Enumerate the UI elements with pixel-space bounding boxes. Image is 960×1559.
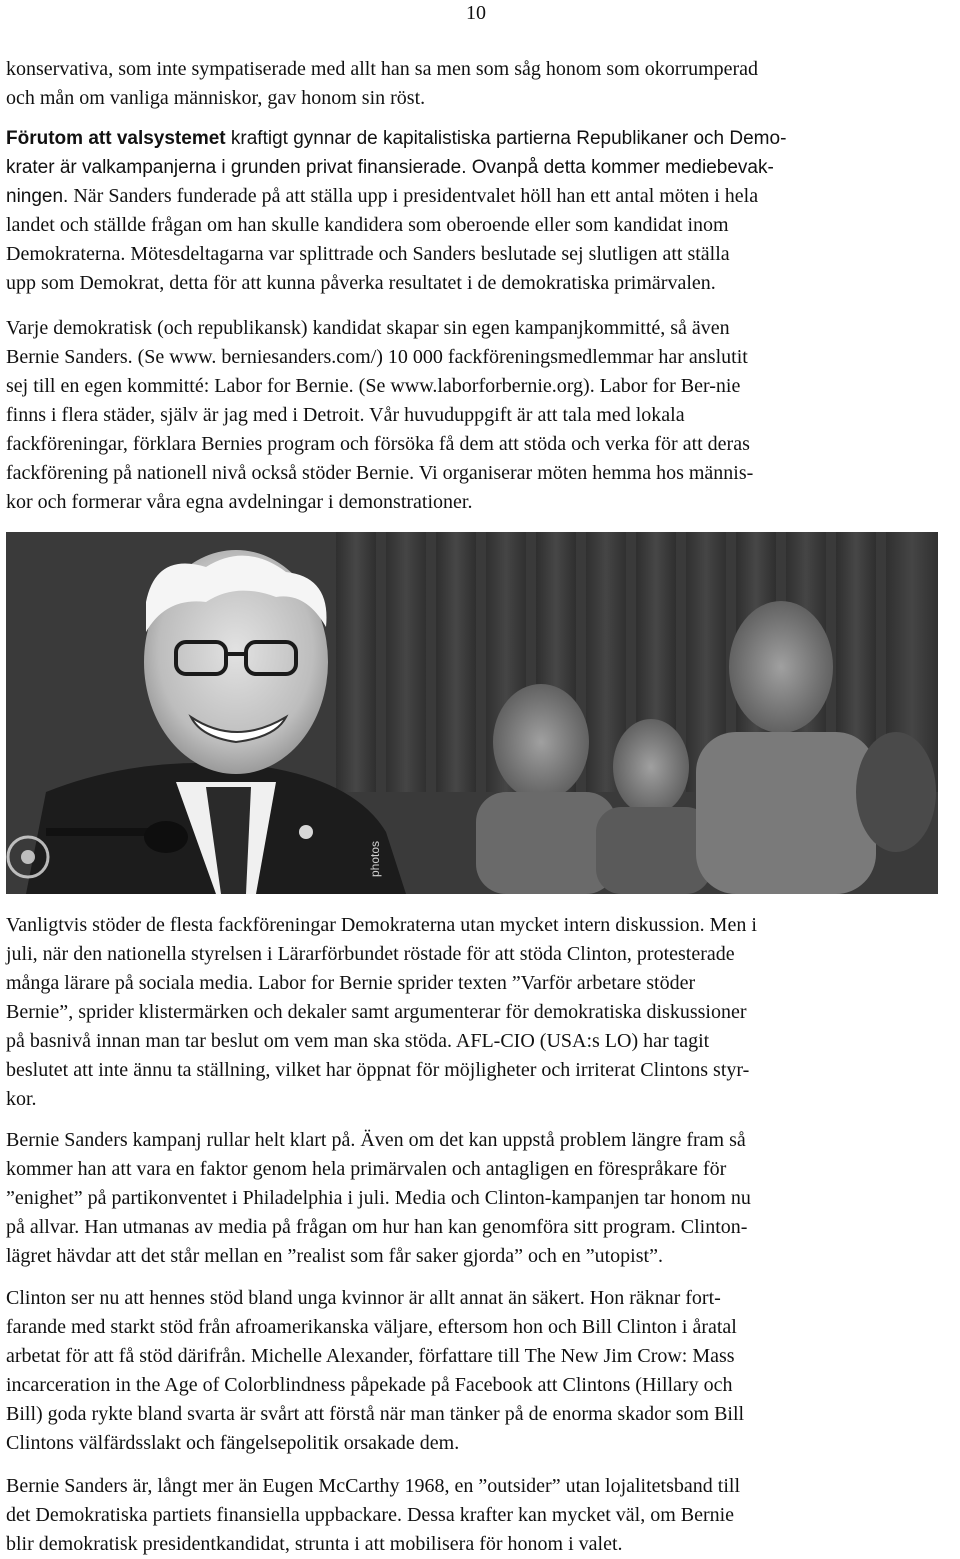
text-line — [6, 1056, 950, 1085]
bernie-sanders-photo — [6, 532, 938, 894]
text-line — [6, 269, 950, 298]
text-run: fackförening på nationell nivå också stöder Bernie. Vi organiserar möten hemma hos männis- — [6, 462, 754, 484]
text-line — [6, 153, 950, 182]
text-line — [6, 459, 950, 488]
text-run: Clintons välfärdsslakt och fängelsepolitik orsakade dem. — [6, 1432, 460, 1454]
text-run: ningen. — [6, 186, 69, 207]
text-line — [6, 430, 950, 459]
text-line — [6, 314, 950, 343]
text-line — [6, 401, 950, 430]
text-run: det Demokratiska partiets finansiella uppbackare. Dessa krafter kan mycket väl, om Bernie — [6, 1504, 735, 1526]
text-run: incarceration in the Age of Colorblindness påpekade på Facebook att Clintons (Hillary och — [6, 1374, 733, 1396]
text-run: Varje demokratisk (och republikansk) kandidat skapar sin egen kampanjkommitté, så även — [6, 317, 730, 339]
text-line — [6, 1501, 950, 1530]
text-line — [6, 1400, 950, 1429]
text-run: Bernie Sanders kampanj rullar helt klart på. Även om det kan uppstå problem längre fram så — [6, 1129, 746, 1151]
text-line — [6, 55, 950, 84]
text-line — [6, 1530, 950, 1559]
text-line — [6, 1027, 950, 1056]
text-run: upp som Demokrat, detta för att kunna påverka resultatet i de demokratiska primärvalen. — [6, 272, 716, 294]
text-run: Vanligtvis stöder de flesta fackföreningar Demokraterna utan mycket intern diskussion. Men i — [6, 914, 757, 936]
text-run: Bill) goda rykte bland svarta är svårt att förstå när man tänker på de enorma skador som Bill — [6, 1403, 745, 1425]
text-line — [6, 1184, 950, 1213]
text-run: konservativa, som inte sympatiserade med allt han sa men som såg honom som okorrumperad — [6, 58, 759, 80]
text-line — [6, 343, 950, 372]
text-run: När Sanders funderade på att ställa upp i presidentvalet höll han ett antal möten i hela — [68, 185, 759, 207]
paragraph-5 — [6, 1126, 950, 1271]
text-run: kor och formerar våra egna avdelningar i demonstrationer. — [6, 491, 473, 513]
text-line — [6, 911, 950, 940]
text-line — [6, 998, 950, 1027]
text-run: och mån om vanliga människor, gav honom sin röst. — [6, 87, 426, 109]
text-run: finns i flera städer, själv är jag med i Detroit. Vår huvuduppgift är att tala med lokala — [6, 404, 685, 426]
text-run: kraftigt gynnar de kapitalistiska partierna Republikaner och Demo- — [225, 128, 787, 149]
text-run: Demokraterna. Mötesdeltagarna var splittrade och Sanders beslutade sej slutligen att ställa — [6, 243, 730, 265]
photo-illustration — [6, 532, 938, 894]
text-run: beslutet att inte ännu ta ställning, vilket har öppnat för möjligheter och irriterat Clintons styr- — [6, 1059, 750, 1081]
text-run: blir demokratisk presidentkandidat, strunta i att mobilisera för honom i valet. — [6, 1533, 623, 1555]
text-line — [6, 940, 950, 969]
paragraph-7 — [6, 1472, 950, 1559]
text-run: fackföreningar, förklara Bernies program och försöka få dem att stöda och verka för att deras — [6, 433, 750, 455]
text-line — [6, 1085, 950, 1114]
text-run: Bernie”, sprider klistermärken och dekaler samt argumenterar för demokratiska diskussioner — [6, 1001, 747, 1023]
paragraph-2 — [6, 124, 950, 298]
text-line — [6, 1371, 950, 1400]
text-line — [6, 1242, 950, 1271]
text-line — [6, 84, 950, 113]
text-run: krater är valkampanjerna i grunden privat finansierade. Ovanpå detta kommer mediebevak- — [6, 157, 774, 178]
text-line — [6, 1284, 950, 1313]
text-line — [6, 240, 950, 269]
text-line — [6, 1155, 950, 1184]
text-run: Bernie Sanders är, långt mer än Eugen McCarthy 1968, en ”outsider” utan lojalitetsband till — [6, 1475, 740, 1497]
text-line — [6, 1429, 950, 1458]
paragraph-4 — [6, 911, 950, 1114]
text-run: lägret hävdar att det står mellan en ”realist som får saker gjorda” och en ”utopist”. — [6, 1245, 663, 1267]
text-line — [6, 1126, 950, 1155]
paragraph-1 — [6, 55, 950, 113]
text-line — [6, 1342, 950, 1371]
text-line — [6, 211, 950, 240]
text-line — [6, 1313, 950, 1342]
text-line — [6, 1472, 950, 1501]
photo-watermark: photos — [368, 840, 382, 877]
text-run: landet och ställde frågan om han skulle kandidera som oberoende eller som kandidat inom — [6, 214, 729, 236]
text-run: farande med starkt stöd från afroamerikanska väljare, eftersom hon och Bill Clinton i åratal — [6, 1316, 737, 1338]
text-run: kor. — [6, 1088, 37, 1110]
text-run: många lärare på sociala media. Labor for Bernie sprider texten ”Varför arbetare stöder — [6, 972, 696, 994]
text-line — [6, 182, 950, 211]
text-line — [6, 969, 950, 998]
text-run: Bernie Sanders. (Se www. berniesanders.com/) 10 000 fackföreningsmedlemmar har anslutit — [6, 346, 748, 368]
text-run: arbetat för att få stöd därifrån. Michelle Alexander, författare till The New Jim Crow: Mass — [6, 1345, 735, 1367]
paragraph-3 — [6, 314, 950, 517]
text-run: Clinton ser nu att hennes stöd bland unga kvinnor är allt annat än säkert. Hon räknar fort- — [6, 1287, 721, 1309]
text-run: ”enighet” på partikonventet i Philadelphia i juli. Media och Clinton-kampanjen tar honom nu — [6, 1187, 751, 1209]
text-run: på basnivå innan man tar beslut om vem man ska stöda. AFL-CIO (USA:s LO) har tagit — [6, 1030, 710, 1052]
text-run: Förutom att valsystemet — [6, 128, 226, 149]
text-run: på allvar. Han utmanas av media på frågan om hur han kan genomföra sitt program. Clinton- — [6, 1216, 748, 1238]
paragraph-6 — [6, 1284, 950, 1458]
text-line — [6, 372, 950, 401]
text-line — [6, 488, 950, 517]
text-line — [6, 124, 950, 153]
text-run: sej till en egen kommitté: Labor for Bernie. (Se www.laborforbernie.org). Labor for Ber-nie — [6, 375, 741, 397]
page-number: 10 — [466, 2, 486, 24]
text-run: juli, när den nationella styrelsen i Lärarförbundet röstade för att stöda Clinton, protesterade — [6, 943, 735, 965]
text-line — [6, 1213, 950, 1242]
text-run: kommer han att vara en faktor genom hela primärvalen och antagligen en förespråkare för — [6, 1158, 727, 1180]
